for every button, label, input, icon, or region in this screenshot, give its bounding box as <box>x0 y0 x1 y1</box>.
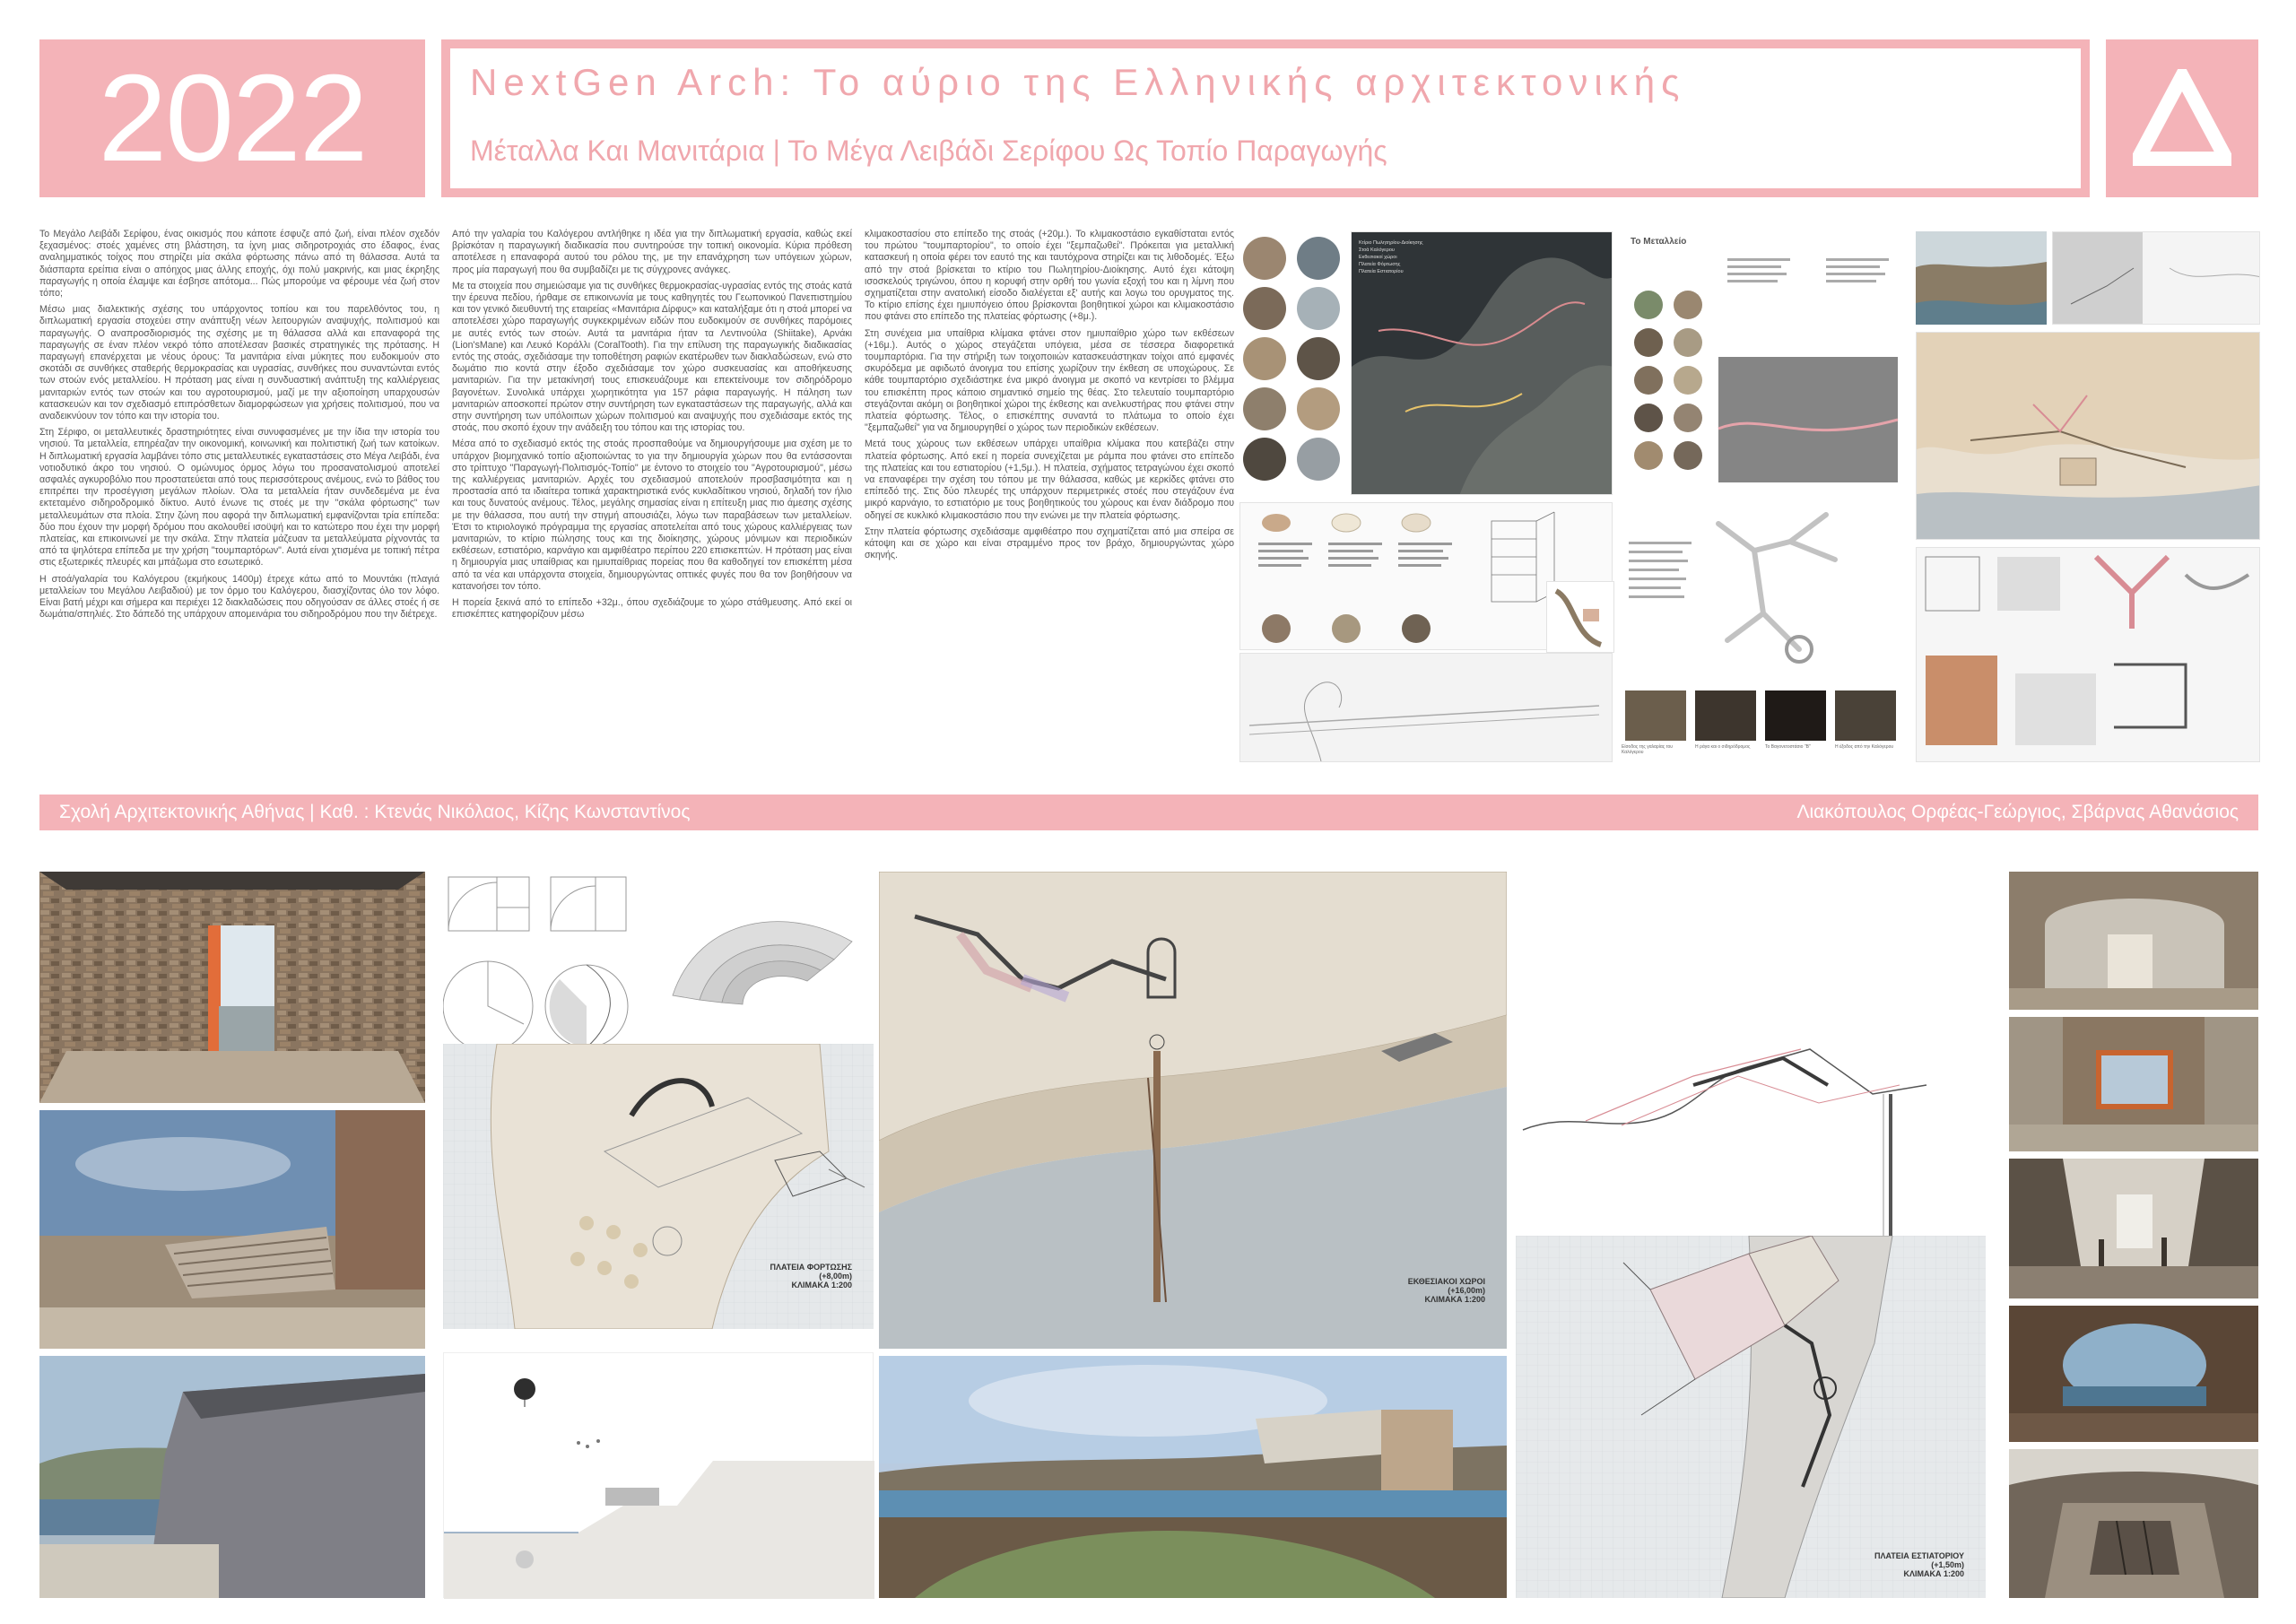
photo-caption: Είσοδος της γαλαρίας του Καλόγερου <box>1622 744 1673 755</box>
render-interior-4-drawing <box>2009 1306 2258 1442</box>
render-stone-room <box>39 872 425 1103</box>
render-interior-3-drawing <box>2009 1159 2258 1298</box>
photo <box>1835 690 1896 741</box>
site-section-drawing <box>444 1353 874 1599</box>
delta-triangle-icon <box>2133 69 2231 168</box>
details-sheet <box>1916 547 2260 762</box>
map-legend-item: Πλατεία Φόρτωσης <box>1359 262 1401 267</box>
paragraph: Στη συνέχεια μια υπαίθρια κλίμακα φτάνει στον ημιυπαίθριο χώρο των εκθέσεων (+16μ.). Αυτός ο χώρος στεγάζεται υπόγεια, μέσα σε τέσσερα διαφορετικά τουμπαρτόρια. Για την στήριξη των τοιχοποιιών κατασκευάστηκαν τοίχοι από εμφανές σκυρόδεμα με αφιδωτό άνοιγμα του επίσης χωρίζουν την έκθεση σε υποχώρους. Σε κάθε τουμπαρτόριο σχεδιάστηκε ένα μικρό άνοιγμα με σκοπό να κεντρίσει το βλέμμα του επισκέπτη προς κάποιο σημαντικό σημείο της θέας. Στο τελευταίο τουμπαρτόριο στεγάζονται ακόμη οι βοηθητικοί χώροι της έκθεσης και ανελκυστήρας που φτάνει στην πλατεία φόρτωσης. Τέλος, ο επισκέπτης συναντά το πλάτωμα το οποίο έχει "ξεμπαζωθεί" για να δημιουργηθεί ο χώρος των περιοδικών εκθέσεων. <box>865 327 1234 434</box>
details-sheet-drawing <box>1917 548 2260 762</box>
landscape-photo <box>1916 231 2047 325</box>
site-plan-color-drawing <box>1917 333 2260 540</box>
plan-title: ΠΛΑΤΕΙΑ ΦΟΡΤΩΣΗΣ <box>770 1263 852 1272</box>
paragraph: Το Μεγάλο Λειβάδι Σερίφου, ένας οικισμός που κάποτε έσφυζε από ζωή, είναι πλέον σχεδόν ξεχασμένος: στοές χαμένες στη βλάστηση, τα ίχνη μιας σιδηροτροχιάς στο έδαφος, ένας αναλημματικός τοίχος που στηρίζει μία σκάλα φόρτωσης πάνω από τη θάλασσα. Αυτά τα διάσπαρτα ερείπια είναι ο απόηχος μιας άλλης εποχής, όχι πολύ μακρινής, και μιας έκρηξης παραγωγής η οποία έλαμψε και έσβησε απότομα... Πώς μπορούμε να φέρουμε νέα ζωή στον τόπο; <box>39 229 439 300</box>
plan-title: ΕΚΘΕΣΙΑΚΟΙ ΧΩΡΟΙ <box>1407 1277 1485 1286</box>
credits-school: Σχολή Αρχιτεκτονικής Αθήνας | Καθ. : Κτενάς Νικόλαος, Κίζης Κωνσταντίνος <box>59 802 691 822</box>
project-subtitle: Μέταλλα Και Μανιτάρια | Το Μέγα Λειβάδι Σερίφου Ως Τοπίο Παραγωγής <box>470 135 1387 167</box>
text-column-3 <box>865 229 1234 758</box>
paragraph: Από την γαλαρία του Καλόγερου αντλήθηκε η ιδέα για την διπλωματική εργασία, καθώς εκεί βρίσκόταν η παραγωγική διαδικασία που συντηρούσε την τοπική οικονομία. Κύρια πρόθεση αποτέλεσε η επαναφορά αυτού του ρόλου της, με την επανάχρηση των υπόγειων χώρων, προς μία παραγωγή που θα συμβαδίζει με τις σύγχρονες ανάγκες. <box>452 229 852 275</box>
map-legend-item: Στοά Καλόγερου <box>1359 248 1395 253</box>
paragraph: Μέσα από το σχεδιασμό εκτός της στοάς προσπαθούμε να δημιουργήσουμε μια σχέση με το υπάρχον βιομηχανικό τοπίο αξιοποιώντας το για την δημιουργία χώρων που θα εντάσσονται στο τρίπτυχο "Παραγωγή-Πολιτισμός-Τοπίο" με έντονο το στοιχείο του "Αγροτουρισμού", μέσω της καλλιέργειας μανιταριών. Αρχές του σχεδιασμού αποτελούν προσβασιμότητα και η προστασία από τα ιδιαίτερα τοπικά χαρακτηριστικά ενός κυκλαδίτικου νησιού, δηλαδή τον ήλιο και τους δυνατούς ανέμους. Τέλος, μεγάλης σημασίας είναι η επίτευξη μιας πιο άμεσης σχέσης με την θάλασσα, που αυτή την στιγμή απουσιάζει, λόγω των παραβάσεων των μεταλλείων. Έτσι το κτιριολογικό πρόγραμμα της εργασίας αποτελείται από τους χώρους καλλιέργειας των μανιταριών, το κτίριο πώλησης τους και της διοίκησης, χώρους μόνιμων και περιοδικών εκθέσεων, εστιατόριο, καρνάγιο και αμφιθέατρο περίπου 220 επισκεπτών. Η πρόταση μας είναι η δημιουργία μιας υπαίθριας και ημιυπαίθριας πορείας που θα καθοδηγεί τον επισκέπτη μέσα από τα νέα και υπάρχοντα στοιχεία, δημιουργώντας οπτικές φυγές που θα τον βοηθήσουν να κατανοήσει τον τόπο. <box>452 439 852 592</box>
render-exterior-wall <box>39 1356 425 1598</box>
project-title: NextGen Arch: Το αύριο της Ελληνικής αρχιτεκτονικής <box>470 61 1686 103</box>
photo-caption: Η έξοδος από την Καλόγερου <box>1835 744 1894 750</box>
render-panorama <box>879 1356 1507 1598</box>
text-column-2 <box>452 229 852 758</box>
photo <box>1625 690 1686 741</box>
render-amphitheatre-drawing <box>39 1110 425 1349</box>
plan-level: (+1,50m) <box>1931 1560 1964 1569</box>
plan-scale: ΚΛΙΜΑΚΑ 1:200 <box>791 1281 852 1290</box>
plan3-label-group <box>1874 1551 1964 1578</box>
map-legend-item: Εκθεσιακοί χώροι <box>1359 255 1397 260</box>
amphitheatre-axonometric-drawing <box>637 888 870 1022</box>
render-amphitheatre <box>39 1110 425 1349</box>
detail-sketch-drawing <box>1547 582 1614 653</box>
render-interior-5 <box>2009 1449 2258 1598</box>
site-section <box>443 1352 874 1598</box>
paragraph: Μετά τους χώρους των εκθέσεων υπάρχει υπαίθρια κλίμακα που κατεβάζει στην πλατεία φόρτωσης. Από εκεί η πορεία συνεχίζεται με ράμπα που φτάνει στο επίπεδο της πλατείας και του εστιατορίου (+1,5μ.). Η πλατεία, σχήματος τετραγώνου έχει σκοπό να επαναφέρει την σχέση του τόπου με την θάλασσα, καθώς με κερκίδες φτάνει στο επίπεδό της. Στις δύο πλευρές της υπάρχουν περιμετρικές στοές που στεγάζουν ένα μικρό καρνάγιο, το εστιατόριο με τους βοηθητικούς του χώρους και έναν διάδρομο που οδηγεί σε κυκλικό κλιμακοστάσιο που την ενώνει με την πλατεία φόρτωσης. <box>865 439 1234 521</box>
circle-photos <box>1239 231 1349 495</box>
plan-scale: ΚΛΙΜΑΚΑ 1:200 <box>1424 1295 1485 1304</box>
map-legend-item: Κτίριο Πωλητηρίου-Διοίκησης <box>1359 240 1423 246</box>
plan-restaurant-square-drawing <box>1516 1236 1986 1598</box>
plan-title: ΠΛΑΤΕΙΑ ΕΣΤΙΑΤΟΡΙΟΥ <box>1874 1551 1964 1560</box>
text-column-1 <box>39 229 439 758</box>
paragraph: κλιμακοστασίου στο επίπεδο της στοάς (+20μ.). Το κλιμακοστάσιο εγκαθίσταται εντός του πρώτου "τουμπαρτορίου", το οποίο έχει "ξεμπαζωθεί". Πρόκειται για μεταλλική κατασκευή η οποία φέρει τον εαυτό της και ταυτόχρονα στηρίζει και τις λιθοδομές. Έξω από την στοά βρίσκεται το κτίριο του Πωλητηρίου-Διοίκησης. Αυτό έχει κάτοψη ισοσκελούς τριγώνου, όπου η κορυφή στην ορθή του γωνία εξοχή του και η λίμνη που σχηματίζεται στην ανατολική είσοδο διαλέγεται εξ' αυτής και λογω του ορυγματος της. Το κτίριο επίσης έχει ημιυπόγειο όπου βρίσκονται βοηθητικοί χώροι και κλιμακοστάσιο που φτάνει στο επίπεδο της πλατείας φόρτωσης (+8μ.). <box>865 229 1234 323</box>
mine-sheet <box>1620 231 1909 500</box>
section-sketch-drawing <box>2053 232 2260 325</box>
photo-caption: Η ράγα και ο σιδηρόδρομος <box>1695 744 1751 750</box>
render-stone-room-drawing <box>39 872 425 1103</box>
year-text: 2022 <box>98 48 367 187</box>
gallery-photo-strip <box>1620 690 1909 762</box>
photo-caption: Το Βαγονετοστάσιο "Β" <box>1765 744 1811 750</box>
photo <box>1765 690 1826 741</box>
render-interior-2 <box>2009 1017 2258 1151</box>
mine-sheet-title: Το Μεταλλείο <box>1631 237 1687 247</box>
plan-level: (+16,00m) <box>1448 1286 1485 1295</box>
render-interior-3 <box>2009 1159 2258 1298</box>
render-panorama-drawing <box>879 1356 1507 1598</box>
credits-bar <box>39 795 2258 830</box>
long-section-drawing <box>1514 1022 1984 1255</box>
landscape-photo-drawing <box>1916 231 2047 325</box>
plan-scale: ΚΛΙΜΑΚΑ 1:200 <box>1903 1569 1964 1578</box>
map-legend <box>1359 239 1448 275</box>
map-legend-item: Πλατεία Εστιατορίου <box>1359 269 1404 274</box>
gallery-plan-sheet <box>1620 506 1909 685</box>
render-exterior-wall-drawing <box>39 1356 425 1598</box>
long-section <box>1514 1022 1984 1255</box>
render-interior-2-drawing <box>2009 1017 2258 1151</box>
section-sketch <box>2052 231 2260 325</box>
plan2-label-group <box>1408 1277 1485 1304</box>
year-banner <box>39 39 425 197</box>
title-banner <box>441 39 2090 197</box>
plan-level: (+8,00m) <box>819 1272 852 1281</box>
render-interior-4 <box>2009 1306 2258 1442</box>
paragraph: Η στοά/γαλαρία του Καλόγερου (εκμήκους 1400μ) έτρεχε κάτω από το Μουντάκι (πλαγιά μεταλλείων του Μεγάλου Λειβαδιού) με τον όρμο του Καλόγερου, διασχίζοντας όλο τον λόφο. Είναι βατή μέχρι και σήμερα και περιέχει 12 διακλαδώσεις που οδηγούσαν σε άλλες στοές ή σε δωμάτια/σπηλιές. Στο δάπεδό της υπάρχουν απομεινάρια του σιδηροδρόμου που την διέτρεχε. <box>39 573 439 621</box>
plan-loading-square <box>443 1044 874 1329</box>
paragraph: Στην πλατεία φόρτωσης σχεδιάσαμε αμφιθέατρο που σχηματίζεται από μια σπείρα σε κάτοψη και σε χώρο και είναι στραμμένο προς τον βράχο, δημιουργώντας χώρο σκηνής. <box>865 525 1234 561</box>
plan1-label-group <box>770 1263 853 1290</box>
geometry-sketches-drawing <box>443 872 631 1065</box>
amphitheatre-axonometric <box>637 888 870 1022</box>
satellite-map <box>1351 231 1613 495</box>
paragraph: Μέσω μιας διαλεκτικής σχέσης του υπάρχοντος τοπίου και του παρελθόντος του, η διπλωματική εργασία στοχεύει στην ανάπτυξη νέων λειτουργιών αναψυχής, πολιτισμού και παραγωγής. Ο αναπροσδιορισμός της σχέσης με τη θάλασσα αλλά και επαναφορά της παραγωγής σε έναν πλέον νεκρό τόπο αποτέλεσαν βασικές στρατηγικές της πρότασης. Η παραγωγή επανέρχεται με νέους όρους: Τα μανιτάρια είναι μύκητες που ευδοκιμούν στο σκοτάδι σε συνθήκες σταθερής θερμοκρασίας και υγρασίας, συνθήκες που συναντώνται εντός των στοών ενός μεταλλείου. Η πρόταση μας είναι η συνδυαστική ανάπτυξη της καλλιέργειας μανιταριών εντός των στοών και του αγροτουρισμού, μαζί με την αξιοποίηση υπαρχουσών κατασκευών και τον σχεδιασμό επιπρόσθετων διαμορφώσεων για χρήσεις πολιτισμού, που να αναδεικνύουν τον τόπο και την ιστορία του. <box>39 304 439 422</box>
gallery-plan-drawing <box>1620 506 1909 685</box>
plan-restaurant-square <box>1516 1236 1986 1598</box>
mine-sheet-drawing <box>1620 231 1909 500</box>
render-interior-1-drawing <box>2009 872 2258 1010</box>
logo-box <box>2106 39 2258 197</box>
paragraph: Με τα στοιχεία που σημειώσαμε για τις συνθήκες θερμοκρασίας-υγρασίας εντός της στοάς κατά την έρευνα πεδίου, ήρθαμε σε επικοινωνία με τους καθηγητές του Γεωπονικού Πανεπιστημίου και τον γενικό διευθυντή της εταιρείας «Μανιτάρια Δίρφυς» και καταλήξαμε ότι η στοά μπορεί να αποτελέσει χώρο παραγωγής συγκεκριμένων ειδών που ευδοκιμούν σε συνθήκες παρόμοιες με αυτές εντός των στοών. Αυτά τα μανιτάρια ήταν τα Λεντινούλα (Shiitake), Αρνάκι (Lion'sMane) και Λευκό Κοράλλι (CoralTooth). Για την επίλυση της παραγωγικής διαδικασίας εντός της στοάς, σχεδιάσαμε την τοποθέτηση ραφιών εκατέρωθεν των διακλαδώσεων, ενώ στο δωμάτιο πιο κοντά στην έξοδο σχεδιάσαμε τον χώρο συσκευασίας και αποθήκευσης μανιταριών. Για την μετακίνησή τους επισκευάζουμε και επεκτείνουμε τον σιδηρόδρομο βαγονέτων. Συνολικά υπάρχει χωρητικότητα για 157 ράφια παραγωγής. Η πάληση των μανιταριών αποσκοπεί πρώτον στην συντήρηση των εγκαταστάσεων της παραγωγής, αλλά και στην συντήρηση των υπόλοιπων χώρων πολιτισμού και αναψυχής που σχεδιάσαμε εκτός της στοάς, που σκοπό έχουν την ανάδειξη του τόπου και της ιστορίας του. <box>452 280 852 434</box>
route-plan <box>1239 653 1613 762</box>
render-interior-5-drawing <box>2009 1449 2258 1598</box>
paragraph: Στη Σέριφο, οι μεταλλευτικές δραστηριότητες είναι συνυφασμένες με την ίδια την ιστορία του νησιού. Τα μεταλλεία, επηρέαζαν την οικονομική, κοινωνική και πολιτιστική ζωή των κατοίκων. Η διπλωματική εργασία λαμβάνει τόπο στις μεταλλευτικές εγκαταστάσεις στο Μέγα Λειβάδι, ένα νοτιοδυτικό άκρο του νησιού. Ο ομώνυμος όρμος λόγω του προσανατολισμού αποτελεί ασφαλές αγκυροβόλιο που προστατεύεται από τους περισσότερους ανέμους, ενώ το βάθος του επιτρέπει την προσέγγιση μεγάλων πλοίων. Όλα τα μεταλλεία ήταν συνδεδεμένα με ένα εκτεταμένο σιδηροδρομικό δίκτυο. Αυτό ένωνε τις στοές με την "σκάλα φόρτωσης" των μεταλλευμάτων στα πλοία. Στην ζώνη που αφορά την διπλωματική εμφανίζονται τρία επίπεδα: δύο που έχουν την μορφή δρόμου που ακολουθεί ισοϋψή και το κατώτερο που έχει την μορφή πλατείας, και επικοινωνεί με την σκάλα. Στην πλατεία μάζευαν τα μεταλλεύματα ρίχνοντάς τα από τα ψηλότερα επίπεδα με την χρήση "τουμπαρτόρων". Αυτά είναι χτισμένα με τοπική πέτρα στις εξωτερικές πλευρές και μπάζωμα στο εσωτερικό. <box>39 427 439 569</box>
plan-exhibition-spaces <box>879 872 1507 1349</box>
route-plan-drawing <box>1240 654 1613 762</box>
detail-sketch <box>1546 581 1614 653</box>
credits-authors: Λιακόπουλος Ορφέας-Γεώργιος, Σβάρνας Αθανάσιος <box>1796 802 2239 822</box>
site-plan-color <box>1916 332 2260 540</box>
render-interior-1 <box>2009 872 2258 1010</box>
geometry-sketches <box>443 872 631 1065</box>
circle-photos-panel <box>1239 231 1349 495</box>
photo <box>1695 690 1756 741</box>
paragraph: Η πορεία ξεκινά από το επίπεδο +32μ., όπου σχεδιάζουμε το χώρο στάθμευσης. Από εκεί οι επισκέπτες κατηφορίζουν μέσω <box>452 597 852 621</box>
